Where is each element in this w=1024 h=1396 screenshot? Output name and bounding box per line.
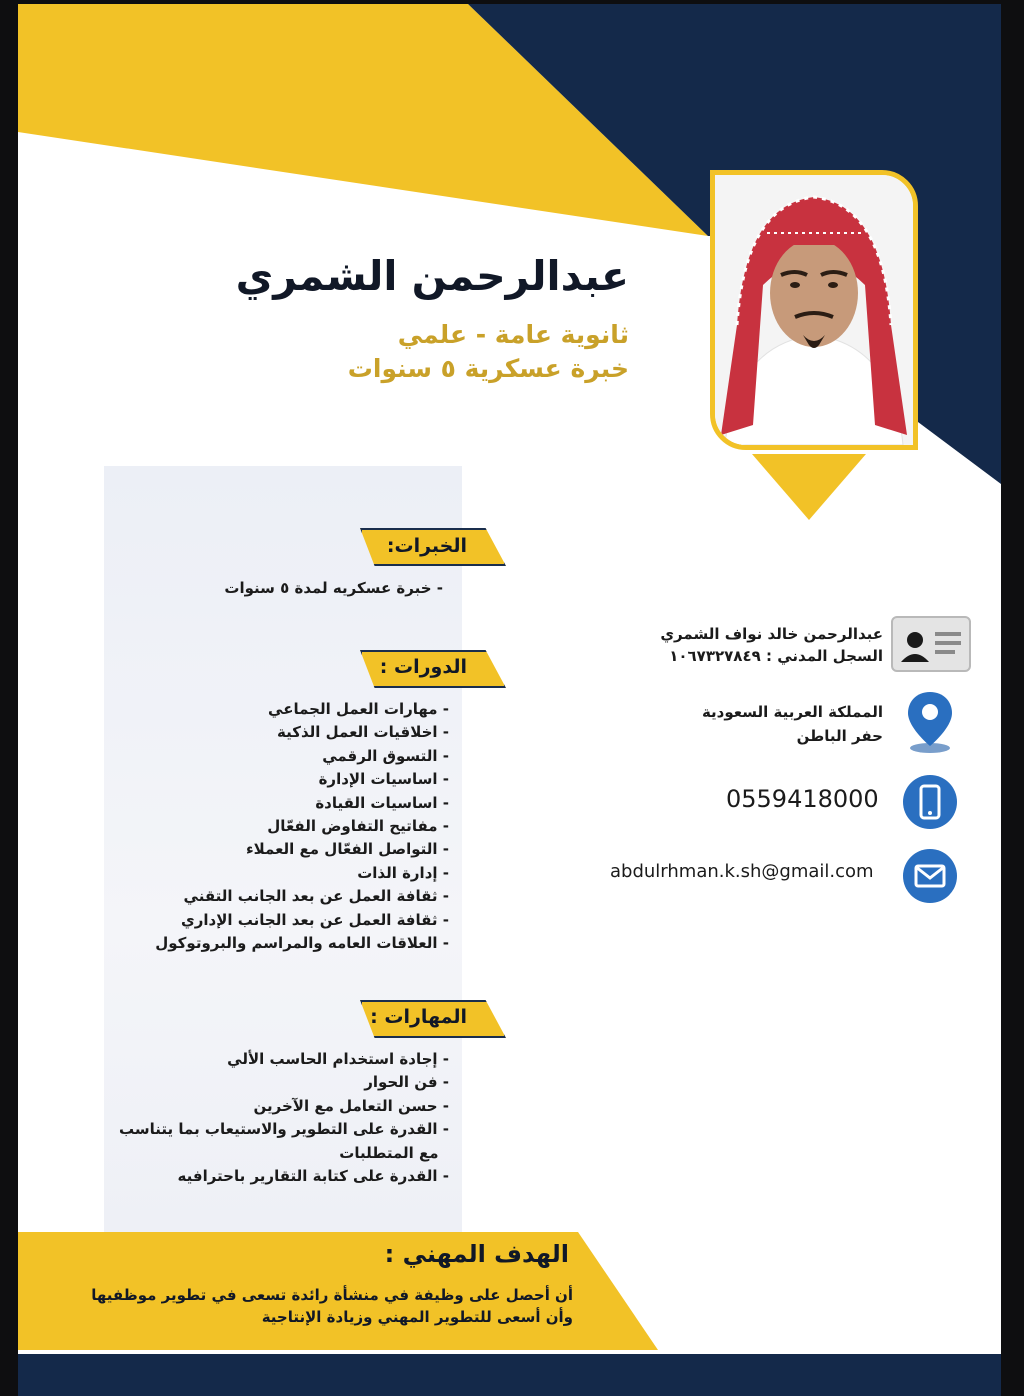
goal-line-1: أن أحصل على وظيفة في منشأة رائدة تسعى في تطوير موظفيها	[91, 1286, 573, 1304]
list-item: - إدارة الذات	[155, 862, 449, 885]
experience-summary: خبرة عسكرية ٥ سنوات	[347, 354, 629, 383]
list-item: - اساسيات القيادة	[155, 792, 449, 815]
list-item: - إجادة استخدام الحاسب الألي	[119, 1048, 449, 1071]
phone-number[interactable]: 0559418000	[726, 785, 879, 813]
list-item: - العلاقات العامه والمراسم والبروتوكول	[155, 932, 449, 955]
civil-record: السجل المدني : ١٠٦٧٣٢٧٨٤٩	[669, 647, 883, 665]
courses-list	[155, 698, 449, 955]
list-item: - مفاتيح التفاوض الفعّال	[155, 815, 449, 838]
experience-title: الخبرات:	[386, 535, 467, 557]
list-item: - التواصل الفعّال مع العملاء	[155, 838, 449, 861]
list-item: - التسوق الرقمي	[155, 745, 449, 768]
list-item: - القدرة على كتابة التقارير باحترافيه	[119, 1165, 449, 1188]
photo-pointer-triangle	[752, 454, 866, 520]
list-item: - ثقافة العمل عن بعد الجانب التقني	[155, 885, 449, 908]
experience-list	[224, 577, 443, 600]
list-item: - اساسيات الإدارة	[155, 768, 449, 791]
list-item: - القدرة على التطوير والاستيعاب بما يتناسب	[119, 1118, 449, 1141]
skills-list	[119, 1048, 449, 1188]
candidate-name: عبدالرحمن الشمري	[235, 252, 629, 300]
mobile-phone-icon	[902, 774, 958, 830]
id-card-icon	[891, 616, 971, 672]
list-item: - اخلاقيات العمل الذكية	[155, 721, 449, 744]
envelope-icon	[902, 848, 958, 904]
list-item: - ثقافة العمل عن بعد الجانب الإداري	[155, 909, 449, 932]
goal-text	[91, 1284, 573, 1328]
list-item: - مهارات العمل الجماعي	[155, 698, 449, 721]
profile-photo	[710, 170, 918, 450]
qualification: ثانوية عامة - علمي	[397, 320, 629, 349]
list-item: - خبرة عسكريه لمدة ٥ سنوات	[224, 577, 443, 600]
city: حفر الباطن	[796, 727, 883, 745]
country: المملكة العربية السعودية	[701, 703, 883, 721]
contact-full-name: عبدالرحمن خالد نواف الشمري	[660, 625, 883, 643]
email-address[interactable]: abdulrhman.k.sh@gmail.com	[610, 861, 874, 882]
list-item: مع المتطلبات	[339, 1143, 439, 1162]
location-pin-icon	[904, 690, 956, 754]
skills-title: المهارات :	[370, 1006, 467, 1028]
list-item: - فن الحوار	[119, 1071, 449, 1094]
footer-band	[18, 1354, 1001, 1396]
goal-line-2: وأن أسعى للتطوير المهني وزيادة الإنتاجية	[261, 1308, 573, 1326]
list-item: - حسن التعامل مع الآخرين	[119, 1095, 449, 1118]
cv-sheet	[18, 4, 1001, 1396]
courses-title: الدورات :	[379, 656, 467, 678]
goal-title: الهدف المهني :	[384, 1240, 569, 1268]
